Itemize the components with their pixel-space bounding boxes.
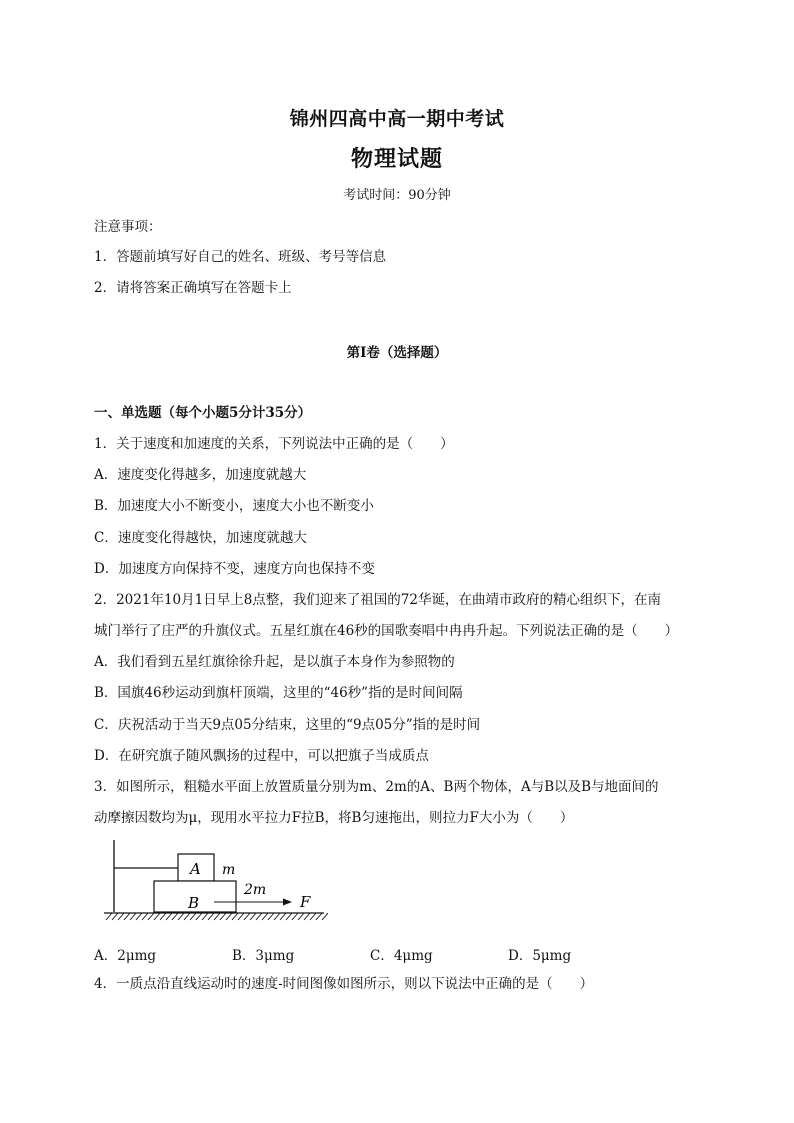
hatch-mark (286, 913, 292, 920)
note-item: 1．答题前填写好自己的姓名、班级、考号等信息 (94, 249, 387, 265)
hatch-mark (244, 913, 250, 920)
label-a: A (190, 860, 201, 878)
hatch-mark (262, 913, 268, 920)
hatch-mark (178, 913, 184, 920)
note-item: 2．请将答案正确填写在答题卡上 (94, 280, 292, 296)
hatch-mark (184, 913, 190, 920)
hatch-mark (316, 913, 322, 920)
question-2-option-b: B．国旗46秒运动到旗杆顶端，这里的“46秒”指的是时间间隔 (94, 685, 463, 701)
hatch-mark (124, 913, 130, 920)
hatch-mark (310, 913, 316, 920)
hatch-mark (190, 913, 196, 920)
hatch-mark (196, 913, 202, 920)
school-title: 锦州四高中高一期中考试 (289, 108, 505, 130)
hatch-mark (268, 913, 274, 920)
notes-heading: 注意事项： (94, 219, 162, 235)
hatch-mark (136, 913, 142, 920)
question-1-option-a: A．速度变化得越多，加速度就越大 (94, 467, 307, 483)
question-3-option-d: D．5μmg (508, 948, 572, 964)
hatch-mark (148, 913, 154, 920)
subject-title: 物理试题 (350, 147, 443, 172)
hatch-mark (280, 913, 286, 920)
label-b: B (188, 894, 200, 912)
hatch-mark (166, 913, 172, 920)
hatch-mark (250, 913, 256, 920)
question-2-option-d: D．在研究旗子随风飘扬的过程中，可以把旗子当成质点 (94, 748, 429, 764)
question-1-stem: 1．关于速度和加速度的关系，下列说法中正确的是（ ） (94, 436, 454, 452)
label-m: m (222, 862, 236, 878)
question-3-stem-line-1: 3．如图所示，粗糙水平面上放置质量分别为m、2m的A、B两个物体，A与B以及B与地面间的 (94, 779, 659, 795)
hatch-mark (274, 913, 280, 920)
question-2-stem-line-1: 2．2021年10月1日早上8点整，我们迎来了祖国的72华诞，在曲靖市政府的精心组织下，在南 (94, 592, 661, 608)
question-3-option-c: C．4μmg (370, 948, 433, 964)
question-2-stem-line-2: 城门举行了庄严的升旗仪式。五星红旗在46秒的国歌奏唱中冉冉升起。下列说法正确的是（ ） (94, 623, 679, 639)
hatch-mark (202, 913, 208, 920)
hatch-mark (208, 913, 214, 920)
hatch-mark (160, 913, 166, 920)
hatch-mark (112, 913, 118, 920)
hatch-mark (220, 913, 226, 920)
section-title: 第I卷（选择题） (346, 345, 448, 361)
hatch-mark (256, 913, 262, 920)
label-2m: 2m (244, 882, 267, 898)
question-2-option-a: A．我们看到五星红旗徐徐升起，是以旗子本身作为参照物的 (94, 654, 455, 670)
question-1-option-d: D．加速度方向保持不变，速度方向也保持不变 (94, 561, 375, 577)
hatch-mark (214, 913, 220, 920)
question-1-option-c: C．速度变化得越快，加速度就越大 (94, 530, 307, 546)
hatch-mark (130, 913, 136, 920)
question-1-option-b: B．加速度大小不断变小，速度大小也不断变小 (94, 498, 374, 514)
question-3-option-b: B．3μmg (232, 948, 295, 964)
hatch-mark (238, 913, 244, 920)
exam-time: 考试时间：90分钟 (343, 188, 451, 203)
question-4-stem: 4．一质点沿直线运动时的速度-时间图像如图所示，则以下说法中正确的是（ ） (94, 976, 594, 992)
hatch-mark (142, 913, 148, 920)
hatch-mark (172, 913, 178, 920)
ground-hatching (106, 913, 328, 920)
hatch-mark (232, 913, 238, 920)
question-3-stem-line-2: 动摩擦因数均为μ，现用水平拉力F拉B，将B匀速拖出，则拉力F大小为（ ） (94, 810, 574, 826)
hatch-mark (292, 913, 298, 920)
hatch-mark (154, 913, 160, 920)
hatch-mark (304, 913, 310, 920)
question-2-option-c: C．庆祝活动于当天9点05分结束，这里的“9点05分”指的是时间 (94, 717, 481, 733)
hatch-mark (106, 913, 112, 920)
hatch-mark (298, 913, 304, 920)
part-heading: 一、单选题（每个小题5分计35分） (94, 405, 312, 421)
hatch-mark (226, 913, 232, 920)
hatch-mark (322, 913, 328, 920)
hatch-mark (118, 913, 124, 920)
label-f: F (300, 893, 311, 911)
question-3-option-a: A．2μmg (94, 948, 157, 964)
force-arrow-head (283, 899, 292, 906)
blocks-friction-figure (98, 836, 328, 928)
